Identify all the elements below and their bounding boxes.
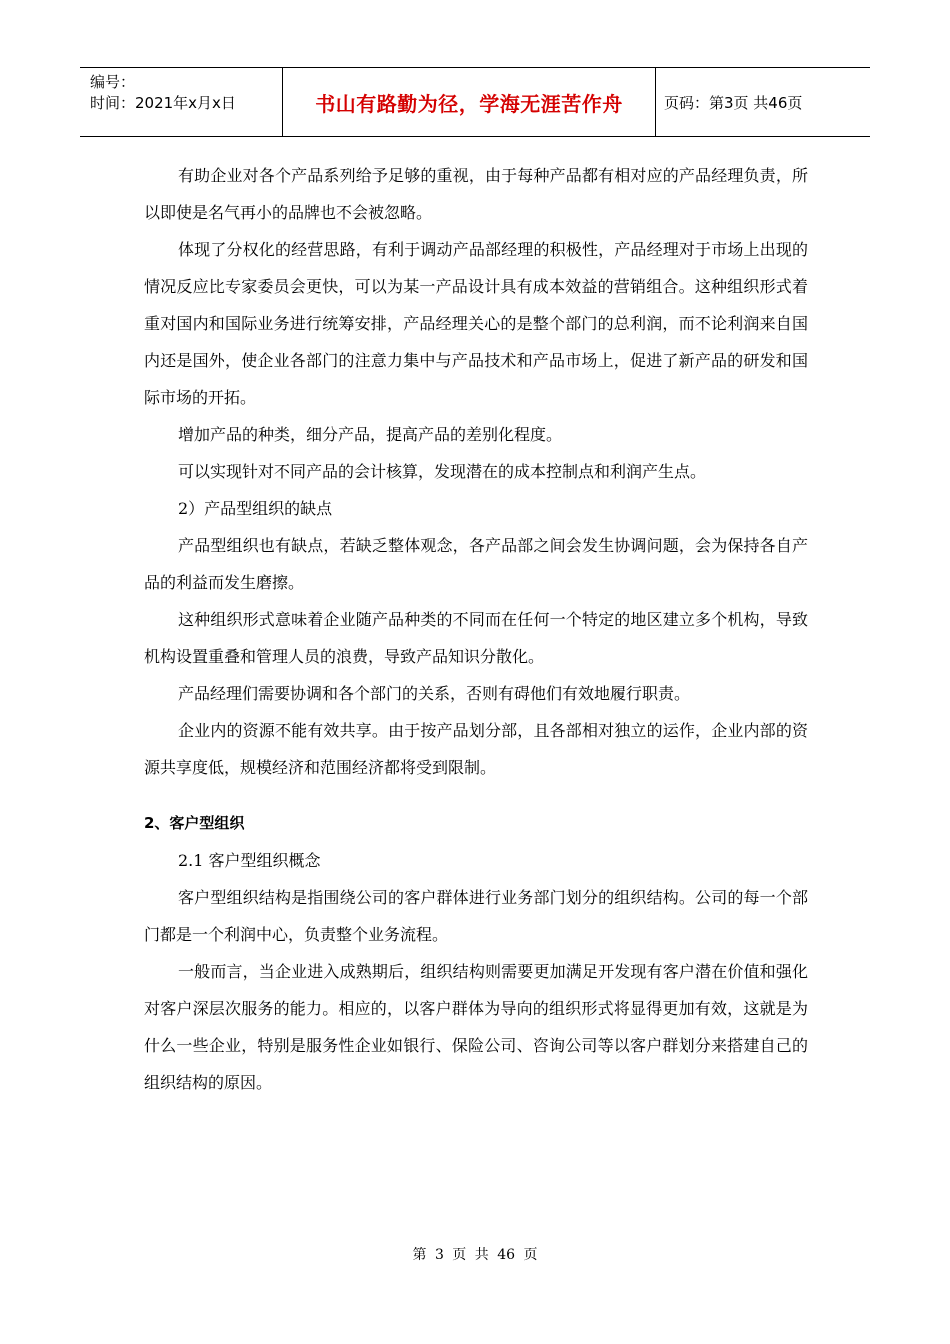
page-footer: 第 3 页 共 46 页 [412,1247,538,1263]
section-gap [144,786,808,805]
time-label: 时间：2021年x月x日 [90,94,236,112]
paragraph: 产品型组织也有缺点，若缺乏整体观念，各产品部之间会发生协调问题，会为保持各自产品的利益而发生磨擦。 [144,536,808,592]
paragraph: 客户型组织结构是指围绕公司的客户群体进行业务部门划分的组织结构。公司的每一个部门都是一个利润中心，负责整个业务流程。 [144,888,808,944]
paragraph: 可以实现针对不同产品的会计核算，发现潜在的成本控制点和利润产生点。 [178,462,707,481]
number-label: 编号： [90,73,136,91]
document-body [144,157,808,1101]
paragraph: 增加产品的种类，细分产品，提高产品的差别化程度。 [178,425,563,444]
section-heading: 2、客户型组织 [144,814,245,832]
section-subheading: 2.1 客户型组织概念 [178,851,321,870]
paragraph: 这种组织形式意味着企业随产品种类的不同而在任何一个特定的地区建立多个机构，导致机构设置重叠和管理人员的浪费，导致产品知识分散化。 [144,610,808,666]
paragraph: 有助企业对各个产品系列给予足够的重视，由于每种产品都有相对应的产品经理负责，所以即使是名气再小的品牌也不会被忽略。 [144,166,808,222]
paragraph-subheading: 2）产品型组织的缺点 [178,499,333,518]
paragraph: 企业内的资源不能有效共享。由于按产品划分部，且各部相对独立的运作，企业内部的资源共享度低，规模经济和范围经济都将受到限制。 [144,721,808,777]
paragraph: 产品经理们需要协调和各个部门的关系，否则有碍他们有效地履行职责。 [178,684,691,703]
header-motto: 书山有路勤为径，学海无涯苦作舟 [282,68,656,136]
paragraph: 体现了分权化的经营思路，有利于调动产品部经理的积极性，产品经理对于市场上出现的情况反应比专家委员会更快，可以为某一产品设计具有成本效益的营销组合。这种组织形式着重对国内和国际业务进行统筹安排，产品经理关心的是整个部门的总利润，而不论利润来自国内还是国外，使企业各部门的注意力集中与产品技术和产品市场上，促进了新产品的研发和国际市场的开拓。 [144,240,808,407]
page-header [80,67,870,137]
header-meta [80,68,282,136]
paragraph: 一般而言，当企业进入成熟期后，组织结构则需要更加满足开发现有客户潜在价值和强化对客户深层次服务的能力。相应的，以客户群体为导向的组织形式将显得更加有效，这就是为什么一些企业，特别是服务性企业如银行、保险公司、咨询公司等以客户群划分来搭建自己的组织结构的原因。 [144,962,808,1092]
header-page-code: 页码：第3页 共46页 [664,93,803,112]
